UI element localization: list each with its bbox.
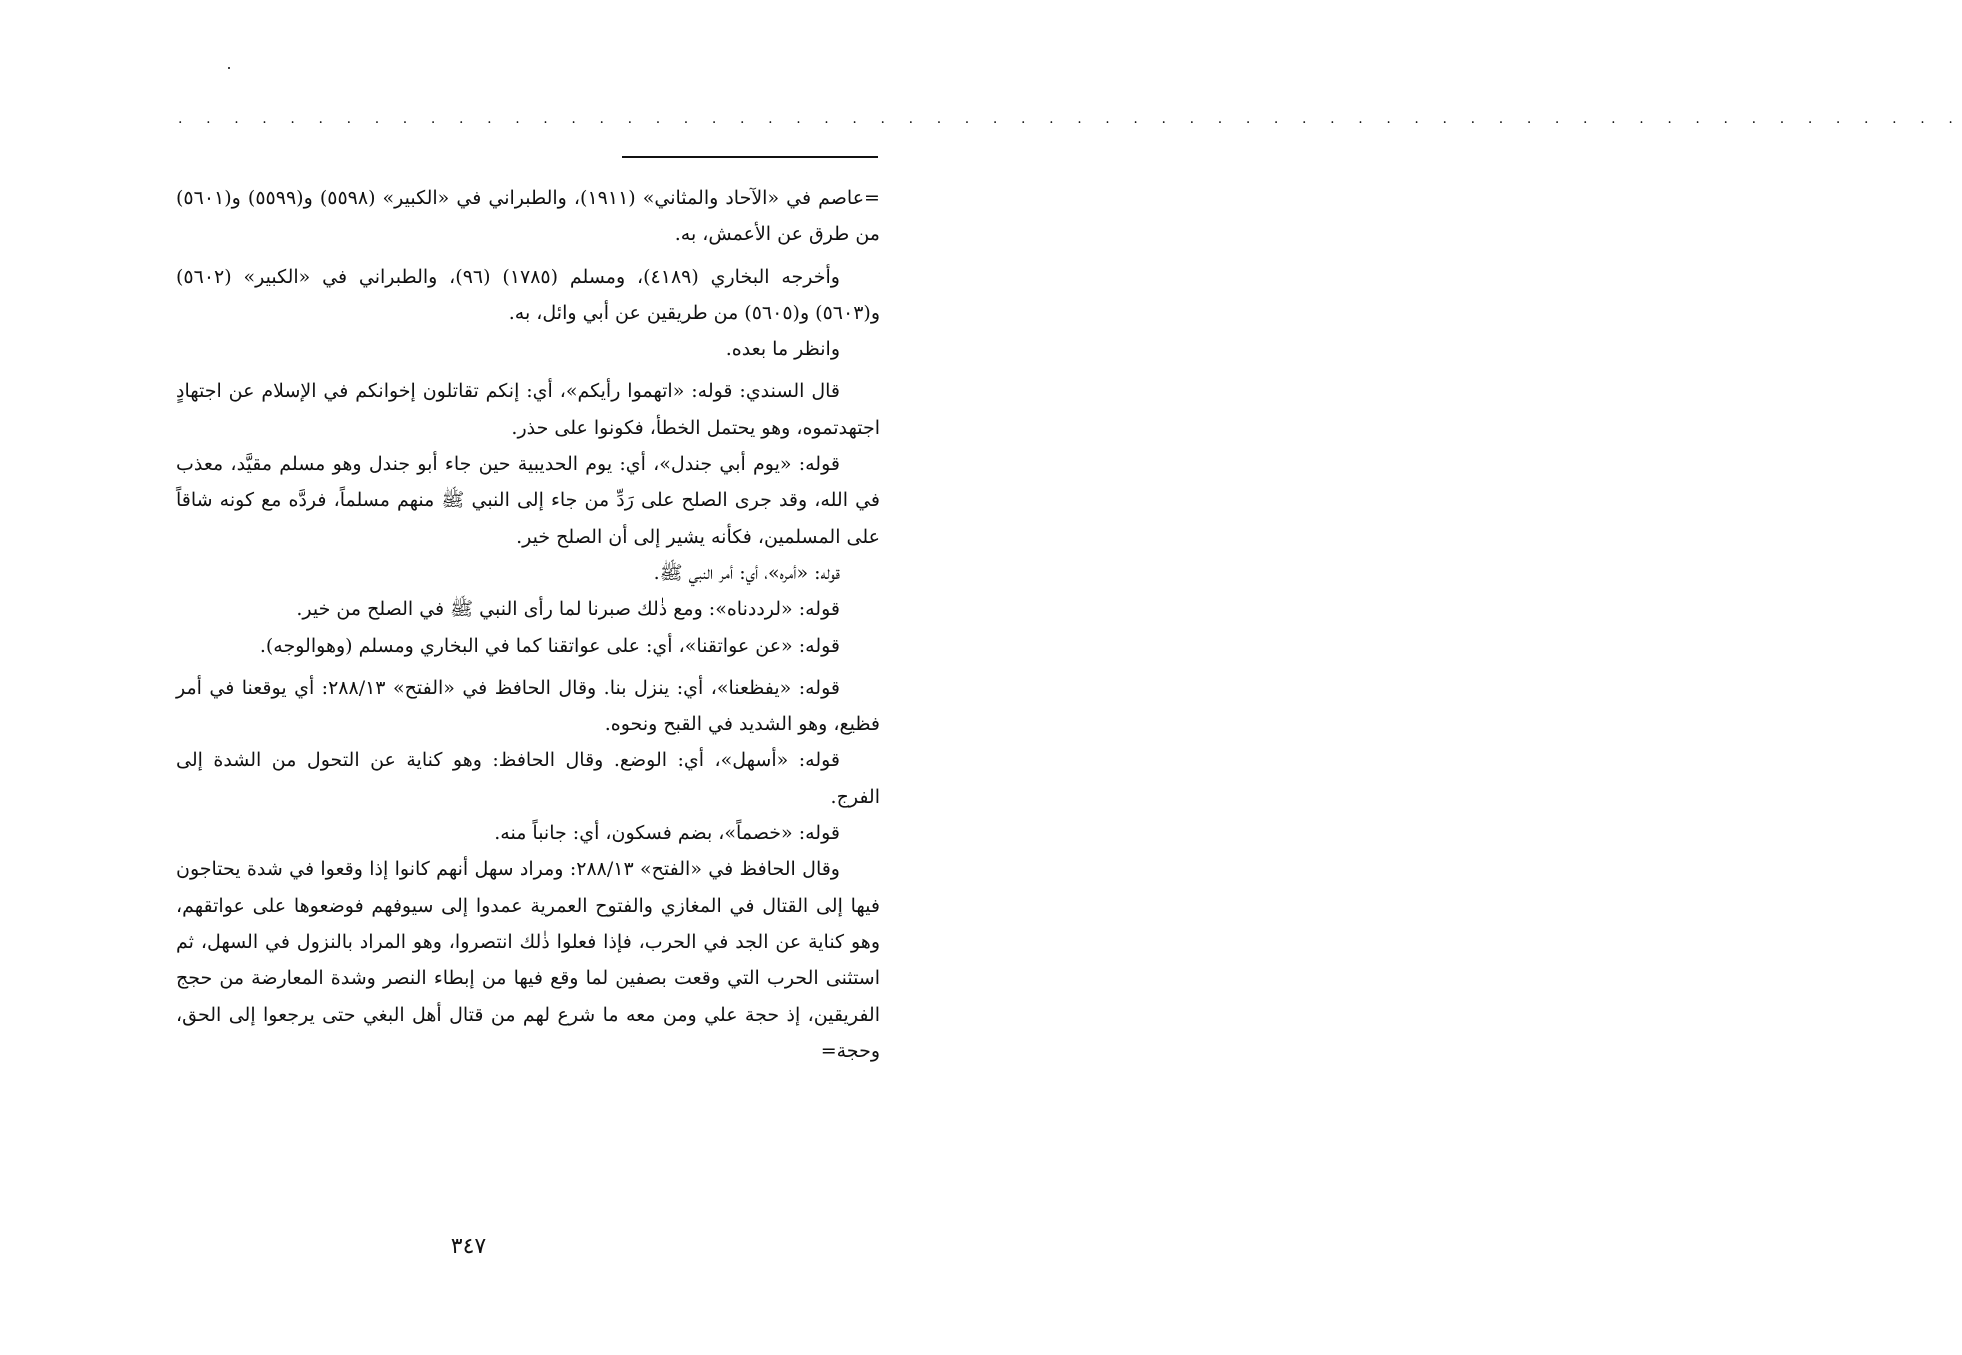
commentary-paragraph-1: قال السندي: قوله: «اتهموا رأيكم»، أي: إنكم تقاتلون إخوانكم في الإسلام عن اجتهادٍ اجتهدتموه، وهو يحتمل الخطأ، فكونوا على حذر. xyxy=(176,380,880,439)
commentary-paragraph-8: قوله: «خصماً»، بضم فسكون، أي: جانباً منه. xyxy=(494,822,840,845)
footnote-paragraph-3: وانظر ما بعده. xyxy=(725,338,840,361)
commentary-paragraph-3: قوله: «أمره»، أي: أمر النبي ﷺ. xyxy=(653,561,840,584)
commentary-paragraph-2: قوله: «يوم أبي جندل»، أي: يوم الحديبية حين جاء أبو جندل وهو مسلم مقيَّد، معذب في الله، وقد جرى الصلح على رَدِّ من جاء إلى النبي ﷺ منهم مسلماً، فردَّه مع كونه شاقاً على المسلمين، فكأنه يشير إلى أن الصلح خير. xyxy=(176,453,880,548)
scan-speck xyxy=(228,67,230,69)
footnote-rule xyxy=(622,156,878,158)
commentary-paragraph-6: قوله: «يفظعنا»، أي: ينزل بنا. وقال الحافظ في «الفتح» ٢٨٨/١٣: أي يوقعنا في أمر فظيع، وهو الشديد في القبح ونحوه. xyxy=(176,676,880,736)
footnote-paragraph-2: وأخرجه البخاري (٤١٨٩)، ومسلم (١٧٨٥) (٩٦)، والطبراني في «الكبير» (٥٦٠٢) و(٥٦٠٣) و(٥٦٠٥) من طريقين عن أبي وائل، به. xyxy=(176,265,880,324)
dotted-separator: . . . . . . . . . . . . . . . . . . . . . . . . . . . . . . . . . . . . . . . . . . . . . . . . . . . . . . . . . . . . . . . . xyxy=(178,111,1962,127)
commentary-paragraph-9: وقال الحافظ في «الفتح» ٢٨٨/١٣: ومراد سهل أنهم كانوا إذا وقعوا في شدة يحتاجون فيها إلى القتال في المغازي والفتوح العمرية عمدوا إلى سيوفهم فوضعوها على عواتقهم، وهو كناية عن الجد في الحرب، فإذا فعلوا ذٰلك انتصروا، وهو المراد بالنزول في السهل، ثم استثنى الحرب التي وقعت بصفين لما وقع فيها من إبطاء النصر وشدة المعارضة من حجج الفريقين، إذ حجة علي ومن معه ما شرع لهم من قتال أهل البغي حتى يرجعوا إلى الحق، وحجة= xyxy=(176,858,880,1062)
commentary-paragraph-7: قوله: «أسهل»، أي: الوضع. وقال الحافظ: وهو كناية عن التحول من الشدة إلى الفرج. xyxy=(176,749,880,808)
page-number: ٣٤٧ xyxy=(450,1234,487,1259)
footnote-paragraph-1: =عاصم في «الآحاد والمثاني» (١٩١١)، والطبراني في «الكبير» (٥٥٩٨) و(٥٥٩٩) و(٥٦٠١) من طرق عن الأعمش، به. xyxy=(176,187,880,246)
commentary-paragraph-5: قوله: «عن عواتقنا»، أي: على عواتقنا كما في البخاري ومسلم (وهوالوجه). xyxy=(259,634,840,657)
page-body xyxy=(176,180,880,1069)
commentary-paragraph-4: قوله: «لرددناه»: ومع ذٰلك صبرنا لما رأى النبي ﷺ في الصلح من خير. xyxy=(296,598,840,621)
